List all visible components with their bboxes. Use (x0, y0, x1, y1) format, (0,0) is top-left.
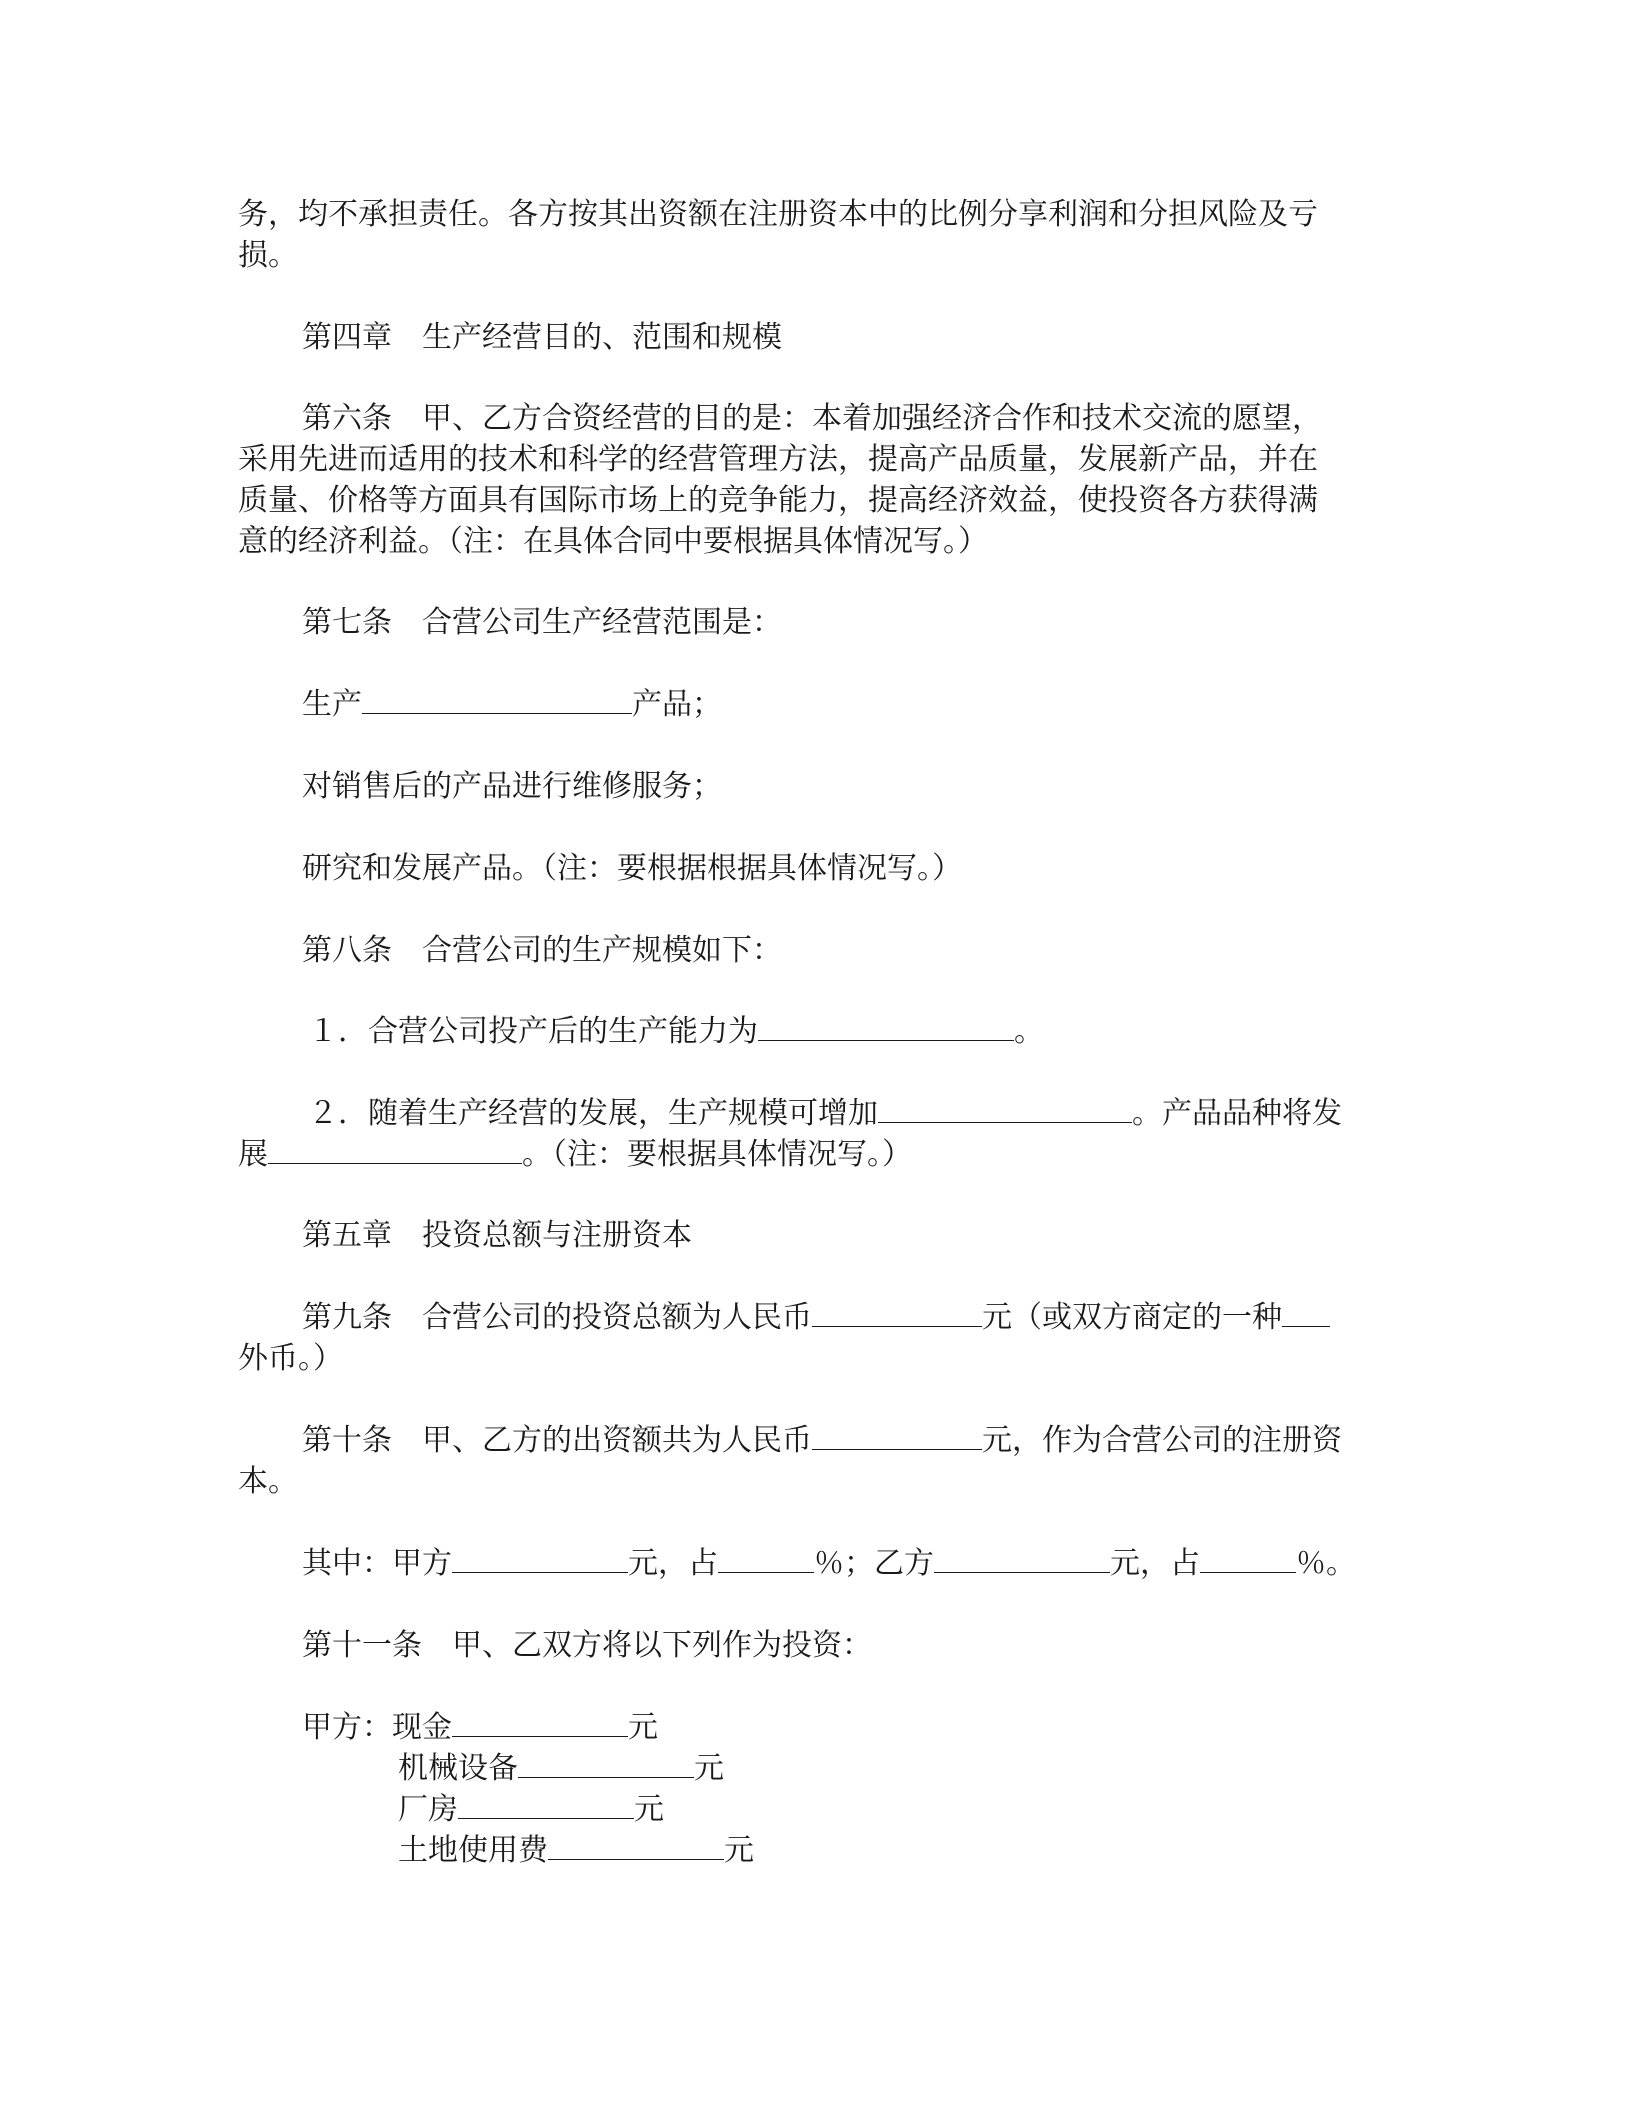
contribution-split-line (302, 1543, 1356, 1584)
cash-blank (452, 1708, 628, 1737)
paragraph-continuation-line-1: 务，均不承担责任。各方按其出资额在注册资本中的比例分享利润和分担风险及亏 (238, 197, 1318, 232)
party-a-percent-blank (718, 1544, 814, 1573)
item-1-suffix: 。 (1014, 1014, 1044, 1049)
article-9-line-1 (302, 1297, 1330, 1338)
article-6-line-2: 采用先进而适用的技术和科学的经营管理方法，提高产品质量，发展新产品，并在 (238, 442, 1318, 477)
land-use-fee-unit: 元 (724, 1833, 754, 1868)
article-10-text: 第十条 甲、乙方的出资额共为人民币 (302, 1423, 812, 1458)
article-9-middle: 元（或双方商定的一种 (982, 1300, 1282, 1335)
plant-label: 厂房 (398, 1792, 458, 1827)
repair-service-line: 对销售后的产品进行维修服务； (302, 769, 722, 804)
article-6-line-3: 质量、价格等方面具有国际市场上的竞争能力，提高经济效益，使投资各方获得满 (238, 483, 1318, 518)
item-2-continuation: 展 (238, 1137, 268, 1172)
plant-blank (458, 1790, 634, 1819)
party-a-amount-blank (452, 1544, 628, 1573)
registered-capital-blank (812, 1421, 982, 1450)
party-a-label: 其中：甲方 (302, 1546, 452, 1581)
item-1-text: １．合营公司投产后的生产能力为 (308, 1014, 758, 1049)
paragraph-continuation-line-2: 损。 (238, 238, 298, 273)
machinery-blank (518, 1749, 694, 1778)
land-use-fee-blank (548, 1831, 724, 1860)
article-9-text: 第九条 合营公司的投资总额为人民币 (302, 1300, 812, 1335)
produce-suffix: 产品； (632, 687, 722, 722)
party-a-plant-line (398, 1789, 664, 1830)
item-2-line-1 (308, 1093, 1342, 1134)
total-investment-blank (812, 1298, 982, 1327)
party-a-machinery-line (398, 1748, 724, 1789)
cash-unit: 元 (628, 1710, 658, 1745)
article-6-line-4: 意的经济利益。（注：在具体合同中要根据具体情况写。） (238, 524, 988, 559)
article-7: 第七条 合营公司生产经营范围是： (302, 605, 782, 640)
article-6-line-1: 第六条 甲、乙方合资经营的目的是：本着加强经济合作和技术交流的愿望， (302, 401, 1322, 436)
party-b-percent-blank (1200, 1544, 1296, 1573)
chapter-4-title: 第四章 生产经营目的、范围和规模 (302, 320, 782, 355)
article-11: 第十一条 甲、乙双方将以下列作为投资： (302, 1628, 872, 1663)
party-b-amount-blank (934, 1544, 1110, 1573)
item-2-line-2 (238, 1134, 912, 1175)
product-blank (362, 685, 632, 714)
produce-line (302, 684, 722, 725)
party-a-investment-label: 甲方： (302, 1710, 392, 1745)
article-9-line-2: 外币。） (238, 1341, 343, 1376)
party-a-cash-line (302, 1707, 658, 1748)
produce-label: 生产 (302, 687, 362, 722)
capacity-blank (758, 1012, 1014, 1041)
cash-label: 现金 (392, 1710, 452, 1745)
item-2-text: ２．随着生产经营的发展，生产规模可增加 (308, 1096, 878, 1131)
product-variety-blank (268, 1135, 522, 1164)
currency-blank (1282, 1298, 1330, 1327)
party-a-land-line (398, 1830, 754, 1871)
item-2-note: 。（注：要根据具体情况写。） (522, 1137, 912, 1172)
machinery-label: 机械设备 (398, 1751, 518, 1786)
item-1-line (308, 1011, 1044, 1052)
item-2-middle: 。产品品种将发 (1132, 1096, 1342, 1131)
scale-increase-blank (878, 1094, 1132, 1123)
article-8: 第八条 合营公司的生产规模如下： (302, 933, 782, 968)
article-10-line-2: 本。 (238, 1464, 298, 1499)
party-b-label: ％；乙方 (814, 1546, 934, 1581)
party-b-percent-suffix: ％。 (1296, 1546, 1356, 1581)
chapter-5-title: 第五章 投资总额与注册资本 (302, 1218, 692, 1253)
machinery-unit: 元 (694, 1751, 724, 1786)
party-b-share-label: 元，占 (1110, 1546, 1200, 1581)
article-10-line-1 (302, 1420, 1342, 1461)
article-10-middle: 元，作为合营公司的注册资 (982, 1423, 1342, 1458)
land-use-fee-label: 土地使用费 (398, 1833, 548, 1868)
party-a-share-label: 元，占 (628, 1546, 718, 1581)
plant-unit: 元 (634, 1792, 664, 1827)
research-line: 研究和发展产品。（注：要根据根据具体情况写。） (302, 851, 962, 886)
